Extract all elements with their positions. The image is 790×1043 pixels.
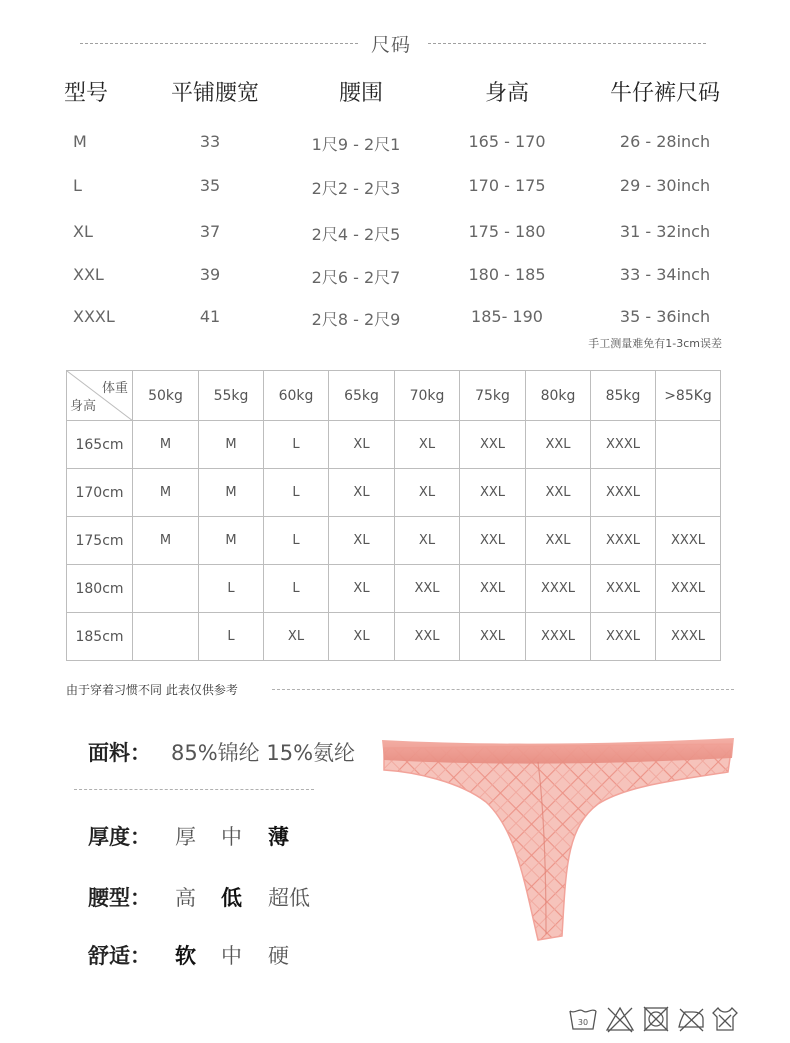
grid-size-cell: XXL <box>460 565 526 613</box>
grid-weight-header: 85kg <box>591 371 656 421</box>
grid-size-cell: XL <box>395 469 460 517</box>
grid-size-cell: XXL <box>526 517 591 565</box>
comfort-option-medium: 中 <box>221 944 242 968</box>
size-cell-jeans: 29 - 30inch <box>619 176 711 195</box>
grid-size-cell: XXL <box>526 421 591 469</box>
thickness-option-thin: 薄 <box>268 825 289 849</box>
size-cell-height: 180 - 185 <box>468 265 546 284</box>
col-head-flat-waist: 平铺腰宽 <box>170 81 260 106</box>
grid-size-cell: XXXL <box>526 565 591 613</box>
measurement-note: 手工测量难免有1-3cm误差 <box>588 337 722 350</box>
size-cell-model: XXL <box>73 265 104 284</box>
grid-size-cell: M <box>199 421 264 469</box>
grid-size-cell: XL <box>329 421 395 469</box>
grid-size-cell: XL <box>264 613 329 661</box>
grid-size-cell: XXXL <box>591 421 656 469</box>
grid-size-cell: XXL <box>460 421 526 469</box>
size-cell-flat-waist: 41 <box>199 307 221 326</box>
grid-size-cell: XXXL <box>591 565 656 613</box>
size-cell-flat-waist: 37 <box>199 222 221 241</box>
grid-size-cell: L <box>264 565 329 613</box>
size-cell-model: XL <box>73 222 93 241</box>
waist-label: 腰型： <box>88 886 151 910</box>
grid-size-cell: L <box>264 517 329 565</box>
size-cell-jeans: 31 - 32inch <box>619 222 711 241</box>
comfort-option-soft: 软 <box>175 944 196 968</box>
grid-size-cell: M <box>133 469 199 517</box>
grid-size-cell: XXXL <box>591 517 656 565</box>
corner-weight-label: 体重 <box>101 381 128 396</box>
fabric-label: 面料： <box>88 741 151 765</box>
grid-size-cell: XXXL <box>656 517 721 565</box>
waist-option-low: 低 <box>221 886 242 910</box>
grid-weight-header: 55kg <box>199 371 264 421</box>
grid-size-cell <box>133 613 199 661</box>
no-dry-clean-icon <box>710 1005 740 1033</box>
grid-size-cell: XXL <box>395 613 460 661</box>
grid-size-cell: XXL <box>460 517 526 565</box>
grid-height-label: 170cm <box>67 469 133 517</box>
product-image <box>376 730 740 944</box>
size-cell-height: 170 - 175 <box>468 176 546 195</box>
grid-size-cell: XL <box>329 565 395 613</box>
weight-height-grid <box>66 370 721 661</box>
grid-weight-header: 75kg <box>460 371 526 421</box>
size-cell-jeans: 26 - 28inch <box>619 132 711 151</box>
wash-30-icon <box>568 1005 598 1033</box>
grid-height-label: 185cm <box>67 613 133 661</box>
thickness-option-medium: 中 <box>221 825 242 849</box>
grid-row <box>67 565 721 613</box>
waist-option-ultra-low: 超低 <box>268 886 310 910</box>
wash-temp: 30 <box>577 1018 589 1027</box>
grid-weight-header: >85Kg <box>656 371 721 421</box>
grid-row <box>67 469 721 517</box>
header-line-right <box>428 43 706 44</box>
grid-size-cell: XL <box>329 469 395 517</box>
size-cell-waist: 2尺4 - 2尺5 <box>311 225 401 244</box>
grid-weight-header: 70kg <box>395 371 460 421</box>
size-cell-height: 185- 190 <box>471 307 543 326</box>
grid-weight-header: 50kg <box>133 371 199 421</box>
grid-size-cell: XL <box>329 517 395 565</box>
grid-size-cell: XXL <box>526 469 591 517</box>
grid-weight-header: 65kg <box>329 371 395 421</box>
grid-size-cell: XXL <box>460 469 526 517</box>
grid-size-cell: XXXL <box>526 613 591 661</box>
size-cell-model: M <box>73 132 87 151</box>
section-title: 尺码 <box>371 34 412 56</box>
grid-size-cell: XXXL <box>656 613 721 661</box>
col-head-waist: 腰围 <box>338 81 384 106</box>
grid-row <box>67 613 721 661</box>
col-head-model: 型号 <box>63 81 109 106</box>
grid-size-cell: M <box>133 517 199 565</box>
size-cell-flat-waist: 33 <box>199 132 221 151</box>
thickness-option-thick: 厚 <box>175 825 196 849</box>
size-cell-waist: 2尺2 - 2尺3 <box>311 179 401 198</box>
grid-size-cell: L <box>264 469 329 517</box>
grid-size-cell: XXL <box>460 613 526 661</box>
grid-size-cell: L <box>199 565 264 613</box>
no-tumble-dry-icon <box>641 1005 671 1033</box>
grid-row <box>67 421 721 469</box>
size-cell-waist: 2尺6 - 2尺7 <box>311 268 401 287</box>
grid-size-cell: XXL <box>395 565 460 613</box>
reference-disclaimer: 由于穿着习惯不同 此表仅供参考 <box>66 683 238 697</box>
thong-body <box>384 744 732 940</box>
attributes-divider <box>74 789 314 790</box>
fabric-value: 85%锦纶 15%氨纶 <box>171 741 356 765</box>
grid-size-cell: XXXL <box>591 613 656 661</box>
size-cell-height: 165 - 170 <box>468 132 546 151</box>
grid-size-cell <box>656 421 721 469</box>
grid-size-cell: XL <box>395 517 460 565</box>
grid-weight-header: 60kg <box>264 371 329 421</box>
grid-height-label: 165cm <box>67 421 133 469</box>
grid-size-cell: M <box>199 469 264 517</box>
grid-size-cell: XL <box>329 613 395 661</box>
no-iron-icon <box>676 1005 706 1033</box>
grid-size-cell: XXXL <box>591 469 656 517</box>
size-cell-flat-waist: 35 <box>199 176 221 195</box>
grid-size-cell <box>133 565 199 613</box>
size-cell-jeans: 33 - 34inch <box>619 265 711 284</box>
grid-height-label: 175cm <box>67 517 133 565</box>
grid-weight-header: 80kg <box>526 371 591 421</box>
size-cell-flat-waist: 39 <box>199 265 221 284</box>
grid-size-cell: M <box>133 421 199 469</box>
col-head-height: 身高 <box>484 81 530 106</box>
no-bleach-icon <box>605 1005 635 1033</box>
size-cell-waist: 1尺9 - 2尺1 <box>311 135 401 154</box>
size-cell-model: L <box>73 176 82 195</box>
grid-size-cell: L <box>199 613 264 661</box>
header-line-left <box>80 43 358 44</box>
comfort-option-hard: 硬 <box>268 944 289 968</box>
thickness-label: 厚度： <box>88 825 151 849</box>
waist-option-high: 高 <box>175 886 196 910</box>
grid-size-cell: L <box>264 421 329 469</box>
grid-row <box>67 517 721 565</box>
size-cell-jeans: 35 - 36inch <box>619 307 711 326</box>
grid-size-cell: XXXL <box>656 565 721 613</box>
thong-waistband <box>382 738 734 764</box>
grid-size-cell <box>656 469 721 517</box>
comfort-label: 舒适： <box>88 944 151 968</box>
grid-height-label: 180cm <box>67 565 133 613</box>
corner-height-label: 身高 <box>70 399 97 414</box>
grid-size-cell: M <box>199 517 264 565</box>
size-cell-waist: 2尺8 - 2尺9 <box>311 310 401 329</box>
size-cell-height: 175 - 180 <box>468 222 546 241</box>
disclaimer-divider <box>272 689 734 690</box>
col-head-jeans: 牛仔裤尺码 <box>609 81 721 106</box>
grid-corner <box>67 371 133 421</box>
size-cell-model: XXXL <box>73 307 115 326</box>
grid-size-cell: XL <box>395 421 460 469</box>
